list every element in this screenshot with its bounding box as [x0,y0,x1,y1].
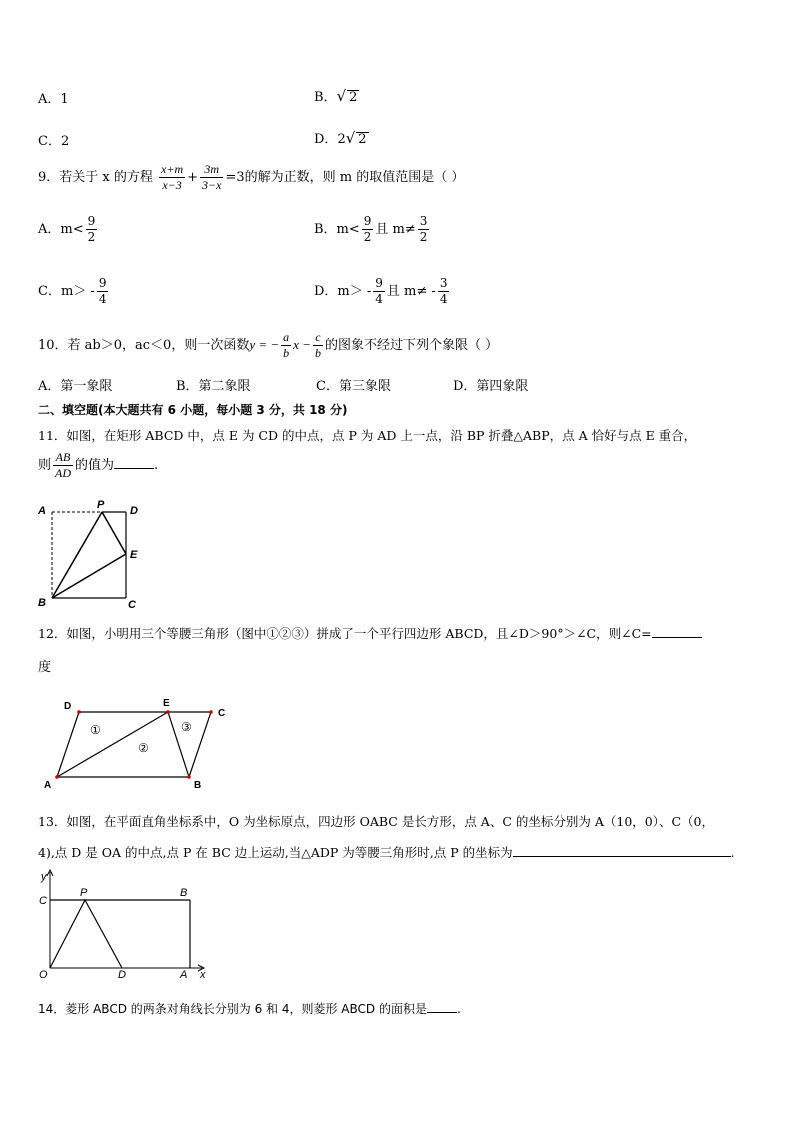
label-region-1: ① [90,723,101,737]
label-a: A [38,505,46,517]
q10-option-b: B．第二象限 [176,379,251,394]
fraction: $\frac{3}{2}$ [419,214,428,244]
label-region-3: ③ [181,720,192,734]
label-a: A [44,780,52,791]
fraction: $\frac{x+m}{x-3}$ [161,162,184,192]
q10-option-a: A．第一象限 [38,379,113,394]
fraction: $\frac{3m}{3-x}$ [202,162,222,192]
q10-option-c: C．第三象限 [316,379,391,394]
q13-stem-line1: 13．如图，在平面直角坐标系中，O 为坐标原点，四边形 OABC 是长方形，点 A、C 的坐标分别为 A（10，0）、C（0， [38,814,714,829]
q8-option-c: C．2 [38,134,70,149]
label-c: C [128,599,136,611]
label-region-2: ② [138,741,149,755]
answer-blank[interactable] [513,856,731,857]
label-e: E [130,549,138,561]
fraction: $\frac{AB}{AD}$ [55,450,72,480]
q8-option-b: B．√ 2 [314,87,358,105]
fraction: $\frac{3}{4}$ [439,276,448,306]
q10-option-d: D．第四象限 [453,379,529,394]
label-y-axis: y [41,871,47,883]
answer-blank[interactable] [427,1012,457,1013]
label-o: O [39,969,48,980]
fraction: $\frac{c}{b}$ [314,330,321,360]
q8-option-a: A．1 [38,92,69,107]
fraction: $\frac{9}{4}$ [98,276,107,306]
q9-option-a: A．m< $\frac{9}{2}$ [38,214,96,244]
label-p: P [80,887,88,899]
q13-stem-line2: 4),点 D 是 OA 的中点,点 P 在 BC 边上运动,当△ADP 为等腰三角形时,点 P 的坐标为 . [38,845,735,860]
q8-option-d: D．2√ 2 [314,129,367,147]
q13-figure [34,866,214,980]
label-b: B [38,597,46,609]
fraction: $\frac{9}{4}$ [375,276,383,306]
fraction: $\frac{9}{2}$ [363,214,372,244]
q9-option-d: D．m＞ - $\frac{9}{4}$ 且 m≠ - $\frac{3}{4}$ [314,276,448,306]
q9-option-b: B．m< $\frac{9}{2}$ 且 m≠ $\frac{3}{2}$ [314,214,428,244]
label-d: D [64,701,72,712]
fraction: $\frac{a}{b}$ [283,330,290,360]
q14-stem: 14．菱形 ABCD 的两条对角线长分别为 6 和 4，则菱形 ABCD 的面积是 . [38,1002,461,1016]
q10-stem: 10．若 ab＞0，ac＜0，则一次函数y = − $\frac{a}{b}$ x − $\frac{c}{b}$ 的图象不经过下列个象限（ ） [38,330,499,360]
label-a: A [180,969,188,980]
label-e: E [163,698,170,709]
label-p: P [97,499,105,511]
q9-option-c: C．m＞ - $\frac{9}{4}$ [38,276,107,306]
q9-stem: 9．若关于 x 的方程 $\frac{x+m}{x-3}$ + $\frac{3m}{3-x}$ =3的解为正数，则 m 的取值范围是（ ） [38,162,465,192]
label-x-axis: x [200,969,206,980]
label-c: C [218,708,226,719]
q11-stem-line1: 11．如图，在矩形 ABCD 中，点 E 为 CD 的中点，点 P 为 AD 上一点，沿 BP 折叠△ABP，点 A 恰好与点 E 重合， [38,428,697,443]
sqrt-sign: √ [336,87,347,105]
q11-figure [30,498,150,616]
answer-blank[interactable] [652,637,702,638]
fraction: $\frac{9}{2}$ [87,214,96,244]
section-title: 二、填空题(本大题共有 6 小题，每小题 3 分，共 18 分) [38,403,348,417]
label-d: D [130,505,138,517]
sqrt-sign: √ [345,129,356,147]
answer-blank[interactable] [114,468,154,469]
q11-stem-line2: 则 $\frac{AB}{AD}$ 的值为 . [38,450,159,480]
label-b: B [180,887,188,899]
q12-stem-line1: 12．如图，小明用三个等腰三角形（图中①②③）拼成了一个平行四边形 ABCD，且∠D＞90°＞∠C，则∠C= [38,624,702,642]
label-b: B [194,780,202,791]
label-c: C [39,895,47,907]
label-d: D [118,969,126,980]
q12-figure [36,696,246,794]
q12-stem-line2: 度 [38,660,52,675]
